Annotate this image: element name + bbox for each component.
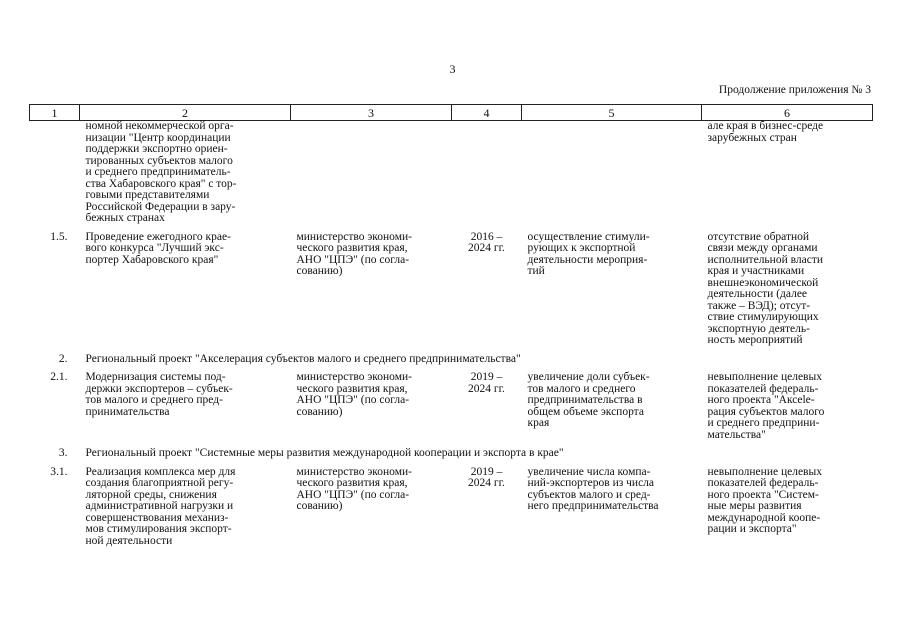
implementation-period: 2016 – 2024 гг. (468, 230, 505, 254)
expected-result: увеличение числа компа- ний-экспортеров из числа субъектов малого и сред- него предпринимательства (527, 465, 659, 512)
section-number: 2. (58, 352, 68, 365)
row-number (30, 121, 80, 225)
row-number: 2.1. (50, 371, 68, 383)
row-number: 1.5. (50, 230, 68, 243)
section-row (30, 441, 873, 460)
section-title: Региональный проект "Системные меры развития международной кооперации и экспорта в крае" (85, 447, 564, 459)
column-header-5: 5 (522, 105, 702, 121)
column-number-header (30, 105, 873, 121)
risk-description: невыполнение целевых показателей федераль- ного проекта "Аксele- рация субъектов малого и среднего предприни- мательства" (707, 371, 825, 441)
measure-name: номной некоммерческой орга- низации "Центр координации поддержки экспортно ориен- тированных субъектов малого и среднего предприниматель- ства Хабаровского края" с тор- говыми представителями Российской Федерации в зару- бежных странах (85, 120, 237, 224)
column-header-2: 2 (80, 105, 291, 121)
measure-name: Модернизация системы под- держки экспортеров – субъек- тов малого и среднего пред- принимательства (85, 371, 233, 418)
page-number: 3 (449, 62, 456, 76)
column-header-3: 3 (291, 105, 452, 121)
responsible-executor: министерство экономи- ческого развития края, АНО "ЦПЭ" (по согла- сованию) (296, 371, 412, 418)
table-row (30, 225, 873, 347)
implementation-period (452, 121, 522, 225)
risk-description: отсутствие обратной связи между органами исполнительной власти края и участниками внешнеэкономической деятельности (далее также – ВЭД); отсут- ствие стимулирующих экспортную деятель- ность мероприятий (707, 230, 824, 346)
section-title: Региональный проект "Акселерация субъектов малого и среднего предпринимательства" (85, 352, 521, 365)
column-header-1: 1 (30, 105, 80, 121)
appendix-continuation-label: Продолжение приложения № 3 (718, 84, 871, 96)
expected-result: осуществление стимули- рующих к экспортной деятельности мероприя- тий (527, 230, 650, 277)
implementation-period: 2019 – 2024 гг. (468, 465, 505, 489)
responsible-executor: министерство экономи- ческого развития края, АНО "ЦПЭ" (по согла- сованию) (296, 230, 412, 277)
column-header-6: 6 (702, 105, 873, 121)
column-header-4: 4 (452, 105, 522, 121)
implementation-period: 2019 – 2024 гг. (468, 371, 505, 395)
measure-name: Реализация комплекса мер для создания благоприятной регу- ляторной среды, снижения административной нагрузки и совершенствования механиз- мов стимулирования экспорт- ной деятельности (85, 465, 236, 547)
section-number: 3. (58, 447, 68, 459)
table-row (30, 365, 873, 441)
table-row-continued (30, 121, 873, 225)
expected-result: увеличение доли субъек- тов малого и среднего предпринимательства в общем объеме экспорта края (527, 371, 650, 429)
responsible-executor (291, 121, 452, 225)
row-number: 3.1. (50, 465, 68, 478)
risk-description: невыполнение целевых показателей федераль- ного проекта "Систем- ные меры развития международной коопе- рации и экспорта" (707, 465, 822, 535)
responsible-executor: министерство экономи- ческого развития края, АНО "ЦПЭ" (по согла- сованию) (296, 465, 412, 512)
expected-result (522, 121, 702, 225)
risk-description: але края в бизнес-среде зарубежных стран (707, 120, 824, 144)
appendix-table (29, 104, 873, 547)
table-row (30, 460, 873, 548)
measure-name: Проведение ежегодного крае- вого конкурса "Лучший экс- портер Хабаровского края" (85, 230, 231, 266)
section-row (30, 347, 873, 366)
